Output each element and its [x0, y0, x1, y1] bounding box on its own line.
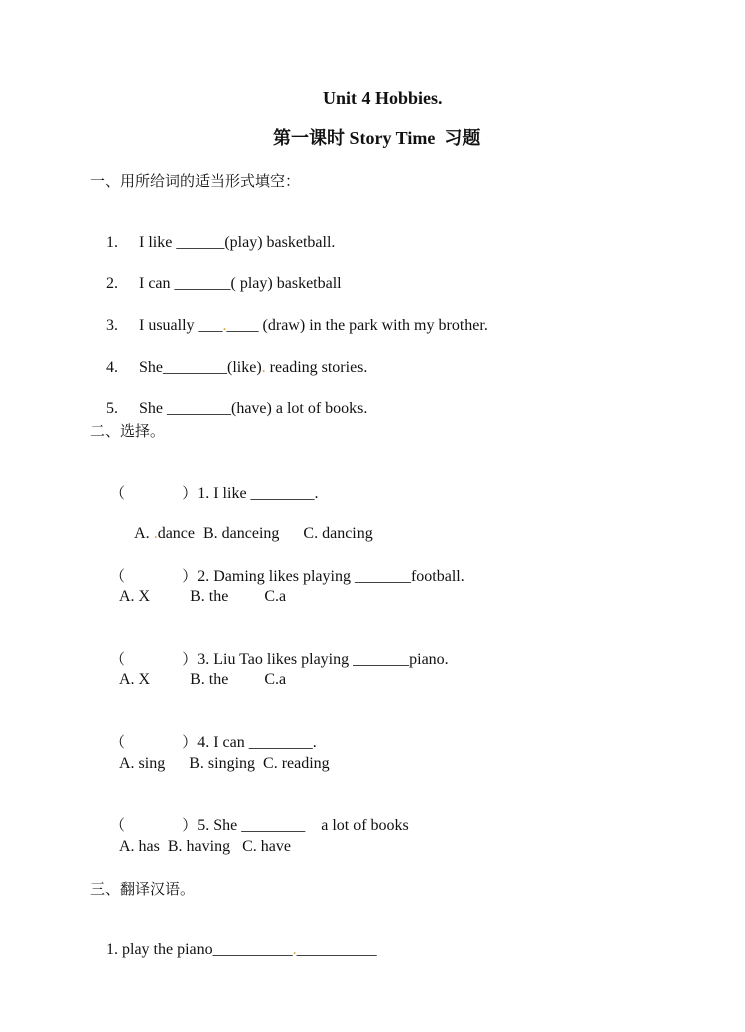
- item-number: 1.: [106, 234, 118, 251]
- question-text: 4. I can ________.: [197, 734, 317, 751]
- item-number: 5.: [106, 400, 118, 417]
- question-text: 5. She ________ a lot of books: [197, 817, 409, 834]
- stray-mark: .: [261, 359, 266, 376]
- section2-heading: 二、选择。: [90, 422, 166, 440]
- choice-options-2: A. X B. the C.a: [119, 588, 287, 605]
- question-text: 1. I like ________.: [197, 485, 319, 502]
- item-text-start: 1. play the piano__________: [106, 941, 293, 958]
- stray-mark: .: [153, 525, 158, 542]
- section1-heading: 一、用所给词的适当形式填空：: [90, 172, 301, 190]
- options-end: dance B. danceing C. dancing: [157, 525, 373, 542]
- item-text: I can _______( play) basketball: [139, 275, 342, 292]
- item-number: 4.: [106, 359, 118, 376]
- page-subtitle: 第一课时 Story Time 习题: [273, 128, 481, 148]
- item-number: 3.: [106, 317, 118, 334]
- choice-options-4: A. sing B. singing C. reading: [119, 755, 330, 772]
- item-text-start: She________(like): [139, 359, 262, 376]
- item-text-end: reading stories.: [265, 359, 368, 376]
- item-number: 2.: [106, 275, 118, 292]
- answer-blank: （ ）: [110, 733, 198, 751]
- section3-heading: 三、翻译汉语。: [90, 880, 196, 898]
- choice-options-3: A. X B. the C.a: [119, 671, 287, 688]
- page-title: Unit 4 Hobbies.: [323, 88, 443, 108]
- item-text-start: I usually ___: [139, 317, 223, 334]
- stray-mark: .: [222, 317, 227, 334]
- choice-options-5: A. has B. having C. have: [119, 838, 291, 855]
- answer-blank: （ ）: [110, 484, 198, 502]
- item-text-end: __________: [296, 941, 377, 958]
- question-text: 2. Daming likes playing _______football.: [197, 568, 465, 585]
- stray-mark: .: [292, 941, 297, 958]
- answer-blank: （ ）: [110, 567, 198, 585]
- options-start: A.: [134, 525, 154, 542]
- item-text: I like ______(play) basketball.: [139, 234, 336, 251]
- question-text: 3. Liu Tao likes playing _______piano.: [197, 651, 449, 668]
- answer-blank: （ ）: [110, 816, 198, 834]
- translate-item-1: [90, 920, 377, 980]
- item-text: She ________(have) a lot of books.: [139, 400, 368, 417]
- answer-blank: （ ）: [110, 650, 198, 668]
- item-text-end: ____ (draw) in the park with my brother.: [226, 317, 488, 334]
